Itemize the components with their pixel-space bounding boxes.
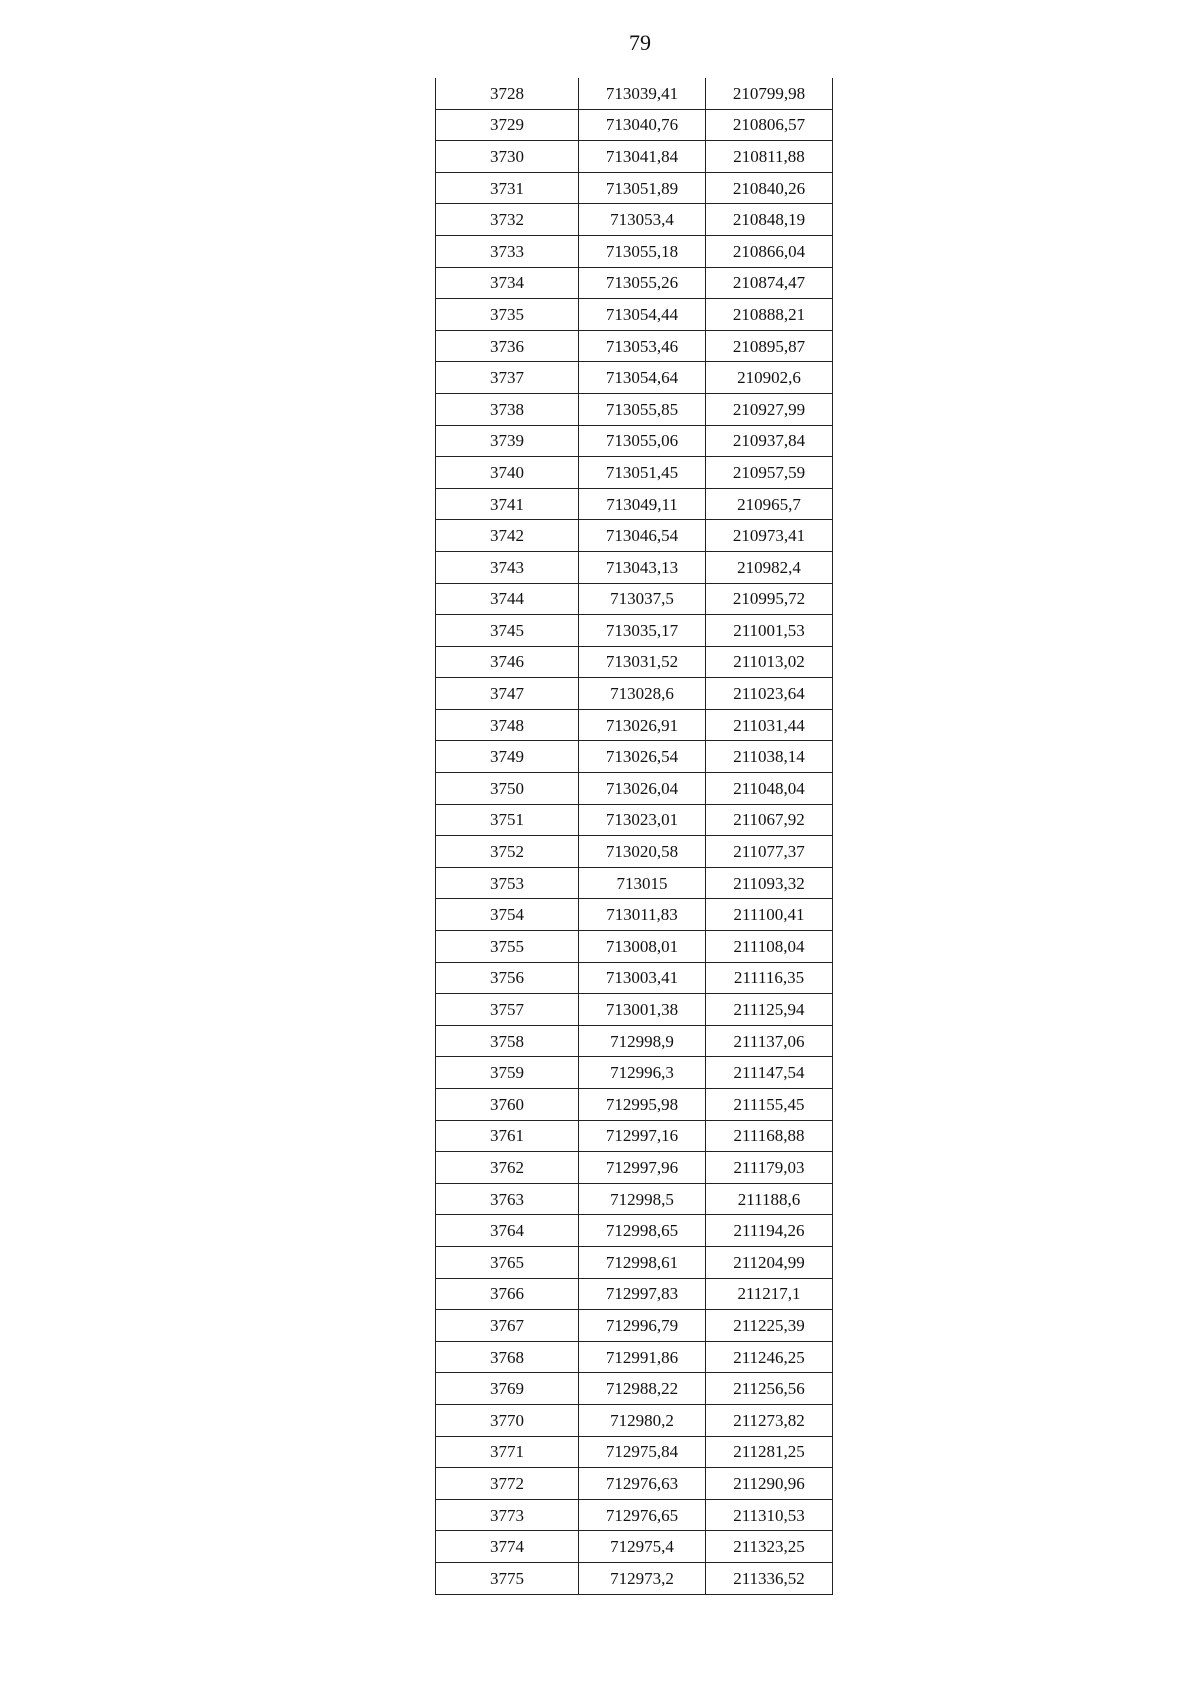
point-number-cell: 3739 [436, 425, 579, 457]
point-number-cell: 3768 [436, 1341, 579, 1373]
table-row [436, 172, 833, 204]
table-row [436, 1025, 833, 1057]
point-number-cell: 3771 [436, 1436, 579, 1468]
table-row [436, 741, 833, 773]
y-coordinate-cell: 210965,7 [706, 488, 833, 520]
x-coordinate-cell: 712973,2 [579, 1562, 706, 1594]
point-number-cell: 3767 [436, 1310, 579, 1342]
y-coordinate-cell: 210848,19 [706, 204, 833, 236]
coordinates-table [435, 78, 833, 1595]
point-number-cell: 3738 [436, 393, 579, 425]
y-coordinate-cell: 211194,26 [706, 1215, 833, 1247]
point-number-cell: 3744 [436, 583, 579, 615]
y-coordinate-cell: 210874,47 [706, 267, 833, 299]
table-row [436, 520, 833, 552]
table-row [436, 551, 833, 583]
y-coordinate-cell: 210902,6 [706, 362, 833, 394]
x-coordinate-cell: 712975,84 [579, 1436, 706, 1468]
table-row [436, 1120, 833, 1152]
table-row [436, 867, 833, 899]
x-coordinate-cell: 712975,4 [579, 1531, 706, 1563]
y-coordinate-cell: 211147,54 [706, 1057, 833, 1089]
table-row [436, 1531, 833, 1563]
y-coordinate-cell: 211093,32 [706, 867, 833, 899]
x-coordinate-cell: 712976,63 [579, 1468, 706, 1500]
y-coordinate-cell: 210895,87 [706, 330, 833, 362]
x-coordinate-cell: 713003,41 [579, 962, 706, 994]
x-coordinate-cell: 713054,64 [579, 362, 706, 394]
x-coordinate-cell: 712996,79 [579, 1310, 706, 1342]
table-row [436, 299, 833, 331]
x-coordinate-cell: 713046,54 [579, 520, 706, 552]
y-coordinate-cell: 210957,59 [706, 457, 833, 489]
table-row [436, 678, 833, 710]
x-coordinate-cell: 713055,26 [579, 267, 706, 299]
y-coordinate-cell: 210982,4 [706, 551, 833, 583]
y-coordinate-cell: 211116,35 [706, 962, 833, 994]
x-coordinate-cell: 712991,86 [579, 1341, 706, 1373]
x-coordinate-cell: 713043,13 [579, 551, 706, 583]
table-row [436, 962, 833, 994]
x-coordinate-cell: 713055,18 [579, 235, 706, 267]
x-coordinate-cell: 713031,52 [579, 646, 706, 678]
y-coordinate-cell: 210866,04 [706, 235, 833, 267]
point-number-cell: 3735 [436, 299, 579, 331]
point-number-cell: 3746 [436, 646, 579, 678]
x-coordinate-cell: 713020,58 [579, 836, 706, 868]
x-coordinate-cell: 713011,83 [579, 899, 706, 931]
table-row [436, 362, 833, 394]
x-coordinate-cell: 713039,41 [579, 78, 706, 109]
table-row [436, 330, 833, 362]
y-coordinate-cell: 211179,03 [706, 1152, 833, 1184]
table-row [436, 1499, 833, 1531]
x-coordinate-cell: 713026,04 [579, 773, 706, 805]
x-coordinate-cell: 713037,5 [579, 583, 706, 615]
x-coordinate-cell: 712997,96 [579, 1152, 706, 1184]
table-row [436, 235, 833, 267]
table-row [436, 1310, 833, 1342]
y-coordinate-cell: 210811,88 [706, 141, 833, 173]
page-number: 79 [629, 30, 651, 55]
y-coordinate-cell: 211155,45 [706, 1089, 833, 1121]
point-number-cell: 3766 [436, 1278, 579, 1310]
y-coordinate-cell: 210806,57 [706, 109, 833, 141]
table-row [436, 931, 833, 963]
point-number-cell: 3755 [436, 931, 579, 963]
x-coordinate-cell: 712980,2 [579, 1404, 706, 1436]
x-coordinate-cell: 712996,3 [579, 1057, 706, 1089]
x-coordinate-cell: 713023,01 [579, 804, 706, 836]
point-number-cell: 3753 [436, 867, 579, 899]
y-coordinate-cell: 211067,92 [706, 804, 833, 836]
y-coordinate-cell: 211108,04 [706, 931, 833, 963]
y-coordinate-cell: 211077,37 [706, 836, 833, 868]
y-coordinate-cell: 211001,53 [706, 615, 833, 647]
y-coordinate-cell: 210937,84 [706, 425, 833, 457]
point-number-cell: 3762 [436, 1152, 579, 1184]
point-number-cell: 3750 [436, 773, 579, 805]
x-coordinate-cell: 713055,85 [579, 393, 706, 425]
y-coordinate-cell: 211256,56 [706, 1373, 833, 1405]
table-row [436, 1215, 833, 1247]
y-coordinate-cell: 211217,1 [706, 1278, 833, 1310]
y-coordinate-cell: 211038,14 [706, 741, 833, 773]
table-row [436, 1183, 833, 1215]
x-coordinate-cell: 712995,98 [579, 1089, 706, 1121]
table-row [436, 1373, 833, 1405]
x-coordinate-cell: 713001,38 [579, 994, 706, 1026]
x-coordinate-cell: 712998,5 [579, 1183, 706, 1215]
y-coordinate-cell: 211137,06 [706, 1025, 833, 1057]
table-row [436, 1341, 833, 1373]
table-row [436, 1278, 833, 1310]
table-row [436, 615, 833, 647]
point-number-cell: 3745 [436, 615, 579, 647]
y-coordinate-cell: 210973,41 [706, 520, 833, 552]
point-number-cell: 3740 [436, 457, 579, 489]
y-coordinate-cell: 211100,41 [706, 899, 833, 931]
y-coordinate-cell: 211336,52 [706, 1562, 833, 1594]
x-coordinate-cell: 712976,65 [579, 1499, 706, 1531]
point-number-cell: 3729 [436, 109, 579, 141]
y-coordinate-cell: 210888,21 [706, 299, 833, 331]
point-number-cell: 3730 [436, 141, 579, 173]
x-coordinate-cell: 713051,45 [579, 457, 706, 489]
y-coordinate-cell: 211188,6 [706, 1183, 833, 1215]
y-coordinate-cell: 211023,64 [706, 678, 833, 710]
point-number-cell: 3741 [436, 488, 579, 520]
y-coordinate-cell: 211281,25 [706, 1436, 833, 1468]
table-row [436, 804, 833, 836]
y-coordinate-cell: 211246,25 [706, 1341, 833, 1373]
y-coordinate-cell: 211310,53 [706, 1499, 833, 1531]
y-coordinate-cell: 210995,72 [706, 583, 833, 615]
table-row [436, 488, 833, 520]
x-coordinate-cell: 713035,17 [579, 615, 706, 647]
point-number-cell: 3737 [436, 362, 579, 394]
point-number-cell: 3765 [436, 1246, 579, 1278]
table-row [436, 583, 833, 615]
point-number-cell: 3728 [436, 78, 579, 109]
table-row [436, 994, 833, 1026]
point-number-cell: 3760 [436, 1089, 579, 1121]
x-coordinate-cell: 712998,61 [579, 1246, 706, 1278]
x-coordinate-cell: 713015 [579, 867, 706, 899]
point-number-cell: 3742 [436, 520, 579, 552]
table-row [436, 109, 833, 141]
point-number-cell: 3736 [436, 330, 579, 362]
y-coordinate-cell: 211048,04 [706, 773, 833, 805]
point-number-cell: 3759 [436, 1057, 579, 1089]
x-coordinate-cell: 712988,22 [579, 1373, 706, 1405]
x-coordinate-cell: 713049,11 [579, 488, 706, 520]
x-coordinate-cell: 712997,83 [579, 1278, 706, 1310]
point-number-cell: 3770 [436, 1404, 579, 1436]
y-coordinate-cell: 211323,25 [706, 1531, 833, 1563]
point-number-cell: 3763 [436, 1183, 579, 1215]
table-row [436, 425, 833, 457]
y-coordinate-cell: 211168,88 [706, 1120, 833, 1152]
y-coordinate-cell: 211225,39 [706, 1310, 833, 1342]
x-coordinate-cell: 713054,44 [579, 299, 706, 331]
point-number-cell: 3749 [436, 741, 579, 773]
point-number-cell: 3764 [436, 1215, 579, 1247]
table-row [436, 267, 833, 299]
point-number-cell: 3743 [436, 551, 579, 583]
y-coordinate-cell: 211273,82 [706, 1404, 833, 1436]
x-coordinate-cell: 713051,89 [579, 172, 706, 204]
x-coordinate-cell: 713008,01 [579, 931, 706, 963]
point-number-cell: 3752 [436, 836, 579, 868]
point-number-cell: 3734 [436, 267, 579, 299]
point-number-cell: 3751 [436, 804, 579, 836]
table-row [436, 646, 833, 678]
point-number-cell: 3773 [436, 1499, 579, 1531]
point-number-cell: 3733 [436, 235, 579, 267]
point-number-cell: 3757 [436, 994, 579, 1026]
table-row [436, 78, 833, 109]
y-coordinate-cell: 210840,26 [706, 172, 833, 204]
coordinates-table-body [436, 78, 833, 1594]
table-row [436, 1089, 833, 1121]
y-coordinate-cell: 211013,02 [706, 646, 833, 678]
x-coordinate-cell: 712998,65 [579, 1215, 706, 1247]
table-row [436, 773, 833, 805]
table-row [436, 141, 833, 173]
y-coordinate-cell: 210927,99 [706, 393, 833, 425]
x-coordinate-cell: 713055,06 [579, 425, 706, 457]
table-row [436, 709, 833, 741]
table-row [436, 836, 833, 868]
y-coordinate-cell: 211204,99 [706, 1246, 833, 1278]
x-coordinate-cell: 713053,4 [579, 204, 706, 236]
table-row [436, 1057, 833, 1089]
point-number-cell: 3732 [436, 204, 579, 236]
point-number-cell: 3731 [436, 172, 579, 204]
x-coordinate-cell: 712998,9 [579, 1025, 706, 1057]
table-row [436, 1152, 833, 1184]
point-number-cell: 3758 [436, 1025, 579, 1057]
x-coordinate-cell: 713041,84 [579, 141, 706, 173]
x-coordinate-cell: 713026,54 [579, 741, 706, 773]
point-number-cell: 3772 [436, 1468, 579, 1500]
point-number-cell: 3747 [436, 678, 579, 710]
table-row [436, 204, 833, 236]
point-number-cell: 3775 [436, 1562, 579, 1594]
table-row [436, 1436, 833, 1468]
y-coordinate-cell: 210799,98 [706, 78, 833, 109]
x-coordinate-cell: 713040,76 [579, 109, 706, 141]
y-coordinate-cell: 211031,44 [706, 709, 833, 741]
x-coordinate-cell: 712997,16 [579, 1120, 706, 1152]
table-row [436, 1562, 833, 1594]
point-number-cell: 3748 [436, 709, 579, 741]
x-coordinate-cell: 713026,91 [579, 709, 706, 741]
point-number-cell: 3769 [436, 1373, 579, 1405]
x-coordinate-cell: 713053,46 [579, 330, 706, 362]
table-row [436, 393, 833, 425]
x-coordinate-cell: 713028,6 [579, 678, 706, 710]
table-row [436, 1246, 833, 1278]
table-row [436, 457, 833, 489]
y-coordinate-cell: 211125,94 [706, 994, 833, 1026]
point-number-cell: 3761 [436, 1120, 579, 1152]
point-number-cell: 3774 [436, 1531, 579, 1563]
table-row [436, 899, 833, 931]
point-number-cell: 3756 [436, 962, 579, 994]
y-coordinate-cell: 211290,96 [706, 1468, 833, 1500]
table-row [436, 1468, 833, 1500]
point-number-cell: 3754 [436, 899, 579, 931]
table-row [436, 1404, 833, 1436]
